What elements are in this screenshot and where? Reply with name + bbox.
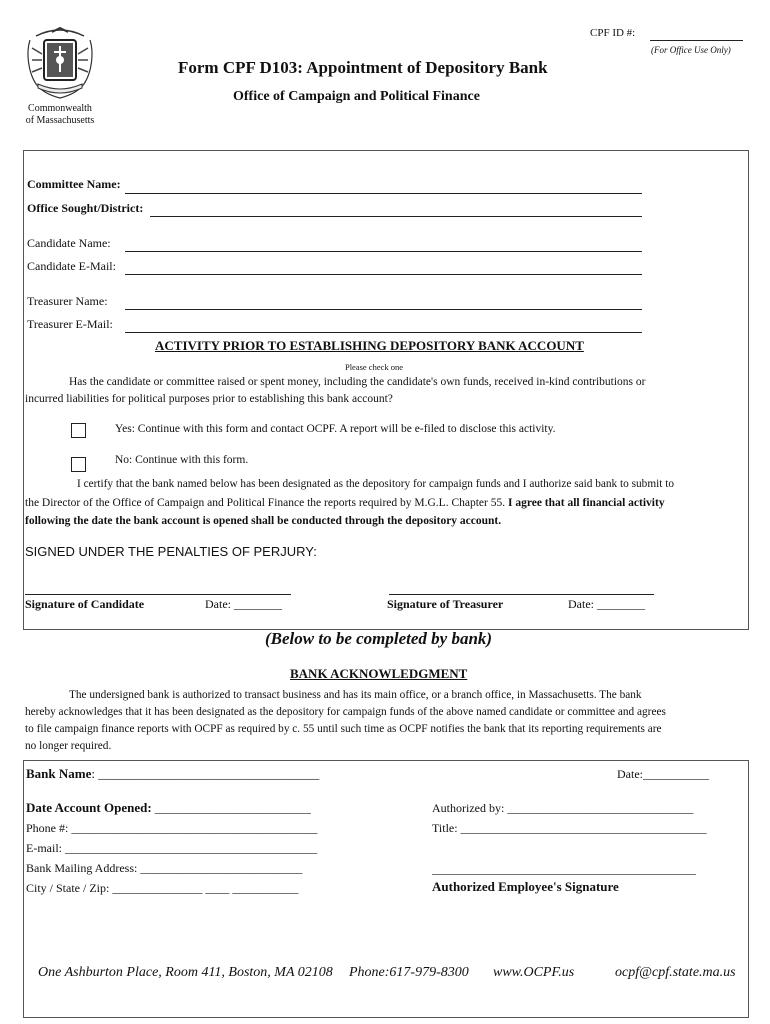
bank-para-line1: The undersigned bank is authorized to transact business and has its main office, or a branch office, in Massachusetts. The bank <box>69 689 642 701</box>
no-checkbox[interactable] <box>71 457 86 472</box>
candidate-name-input[interactable] <box>125 239 642 252</box>
activity-question-line1: Has the candidate or committee raised or spent money, including the candidate's own funds, received in-kind contributions or <box>69 376 646 388</box>
office-sought-label: Office Sought/District: <box>27 201 144 215</box>
candidate-name-label: Candidate Name: <box>27 236 111 250</box>
email-field[interactable]: E-mail: __________________________________________ <box>26 841 317 855</box>
footer-email[interactable]: ocpf@cpf.state.ma.us <box>615 965 736 980</box>
activity-heading: ACTIVITY PRIOR TO ESTABLISHING DEPOSITORY BANK ACCOUNT <box>155 338 584 353</box>
employee-signature-label: Authorized Employee's Signature <box>432 879 619 894</box>
date-opened-row <box>26 800 311 816</box>
office-sought-input[interactable] <box>150 204 642 217</box>
certify-line2-bold: I agree that all financial activity <box>507 497 665 509</box>
treasurer-date-field[interactable]: Date: ________ <box>568 597 645 611</box>
please-check-note: Please check one <box>344 362 404 372</box>
certify-line3: following the date the bank account is opened shall be conducted through the depository account. <box>25 515 502 527</box>
footer-address: One Ashburton Place, Room 411, Boston, MA 02108 <box>38 965 333 980</box>
certification-paragraph <box>25 476 750 530</box>
bank-name-label: Bank Name <box>26 766 92 781</box>
cpf-id-label: CPF ID #: <box>590 27 636 39</box>
candidate-email-input[interactable] <box>125 262 642 275</box>
footer-website[interactable]: www.OCPF.us <box>493 965 575 980</box>
candidate-date-field[interactable]: Date: ________ <box>205 597 282 611</box>
activity-question <box>25 374 745 408</box>
candidate-email-label: Candidate E-Mail: <box>27 259 116 273</box>
phone-field[interactable]: Phone #: _________________________________________ <box>26 821 318 835</box>
committee-name-input[interactable] <box>125 181 642 194</box>
treasurer-email-input[interactable] <box>125 320 642 333</box>
seal-caption <box>8 103 112 127</box>
bank-ack-heading: BANK ACKNOWLEDGMENT <box>290 666 468 681</box>
footer-phone: Phone:617-979-8300 <box>349 965 469 980</box>
office-name: Office of Campaign and Political Finance <box>233 89 480 104</box>
treasurer-signature-line[interactable] <box>389 582 654 595</box>
certify-line2-row <box>25 495 750 512</box>
treasurer-signature-label: Signature of Treasurer <box>387 597 504 611</box>
employee-signature-line[interactable]: ____________________________________________ <box>432 862 696 876</box>
treasurer-name-input[interactable] <box>125 297 642 310</box>
cpf-id-field[interactable] <box>650 28 743 41</box>
office-use-note: (For Office Use Only) <box>651 45 731 55</box>
massachusetts-seal-icon <box>22 26 98 100</box>
mailing-address-field[interactable]: Bank Mailing Address: ___________________________ <box>26 861 303 875</box>
form-title: Form CPF D103: Appointment of Depository Bank <box>178 58 548 77</box>
bank-para-line2: hereby acknowledges that it has been designated as the depository for campaign funds of the above named candidate or committee and agrees <box>25 706 666 718</box>
no-option-label: No: Continue with this form. <box>115 454 249 466</box>
title-field[interactable]: Title: _________________________________________ <box>432 821 707 835</box>
authorized-by-field[interactable]: Authorized by: _______________________________ <box>432 801 694 815</box>
certify-line1: I certify that the bank named below has been designated as the depository for campaign funds and I authorize said bank to submit to <box>77 478 674 490</box>
bank-ack-paragraph <box>25 687 750 755</box>
bank-name-row <box>26 766 319 782</box>
yes-option-label: Yes: Continue with this form and contact OCPF. A report will be e-filed to disclose this activity. <box>115 423 556 435</box>
bank-section-heading: (Below to be completed by bank) <box>265 629 493 648</box>
bank-date-field[interactable]: Date:___________ <box>617 767 709 781</box>
treasurer-email-label: Treasurer E-Mail: <box>27 317 113 331</box>
treasurer-name-label: Treasurer Name: <box>27 294 108 308</box>
city-state-zip-field[interactable]: City / State / Zip: _______________ ____ ___________ <box>26 881 299 895</box>
yes-checkbox[interactable] <box>71 423 86 438</box>
bank-name-input[interactable]: : __________________________________ <box>91 766 320 781</box>
seal-caption-line1: Commonwealth <box>28 103 92 114</box>
seal-caption-line2: of Massachusetts <box>25 115 95 126</box>
footer <box>38 965 738 981</box>
activity-question-line2: incurred liabilities for political purposes prior to establishing this bank account? <box>25 393 393 405</box>
candidate-signature-line[interactable] <box>25 582 291 595</box>
date-opened-label: Date Account Opened: <box>26 800 155 815</box>
bank-para-line3: to file campaign finance reports with OCPF as required by c. 55 until such time as OCPF notifies the bank that its reporting requirements are <box>25 723 662 735</box>
certify-line2: the Director of the Office of Campaign and Political Finance the reports required by M.G.L. Chapter 55. <box>25 497 506 509</box>
bank-para-line4: no longer required. <box>25 740 112 752</box>
committee-name-label: Committee Name: <box>27 177 121 191</box>
candidate-signature-label: Signature of Candidate <box>25 597 145 611</box>
date-opened-input[interactable]: __________________________ <box>154 801 311 815</box>
perjury-statement: SIGNED UNDER THE PENALTIES OF PERJURY: <box>25 544 317 559</box>
